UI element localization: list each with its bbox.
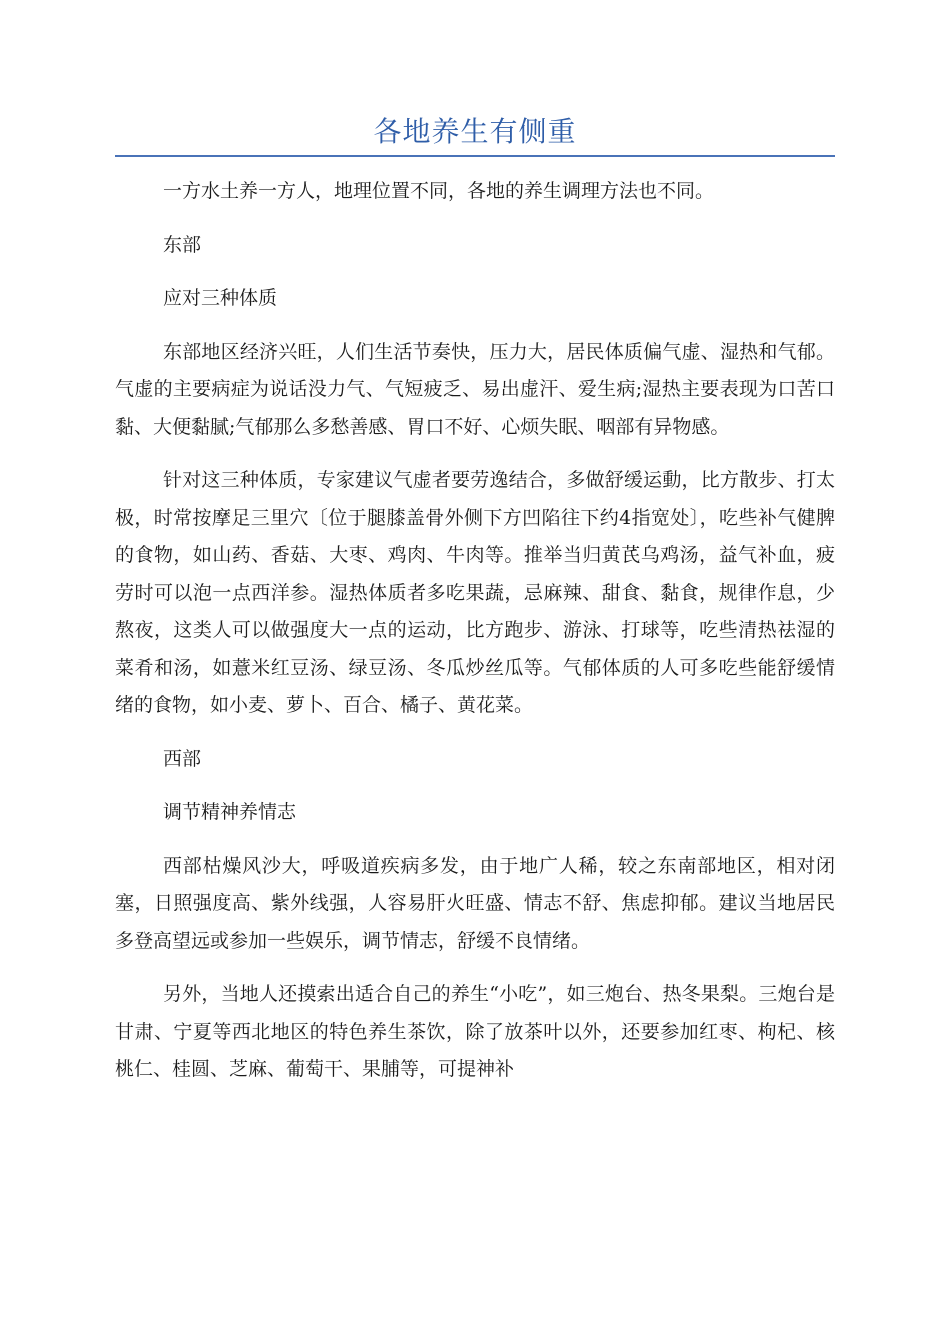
subheading-west: 调节精神养情志 (163, 801, 297, 823)
paragraph-intro: 一方水土养一方人，地理位置不同，各地的养生调理方法也不同。 (163, 180, 715, 202)
title-underline (115, 155, 835, 157)
section-heading-west: 西部 (163, 747, 202, 770)
subheading-east: 应对三种体质 (163, 287, 278, 309)
section-heading-east: 东部 (163, 233, 202, 256)
document-body (115, 173, 835, 1105)
paragraph-east-constitution: 东部地区经济兴旺，人们生活节奏快，压力大，居民体质偏气虚、湿热和气郁。气虚的主要病症为说话没力气、气短疲乏、易出虚汗、爱生病;湿热主要表现为口苦口黏、大便黏腻;气郁那么多愁善感、胃口不好、心烦失眠、咽部有异物感。 (115, 340, 835, 438)
paragraph-east-advice: 针对这三种体质，专家建议气虚者要劳逸结合，多做舒缓运動，比方散步、打太极，时常按摩足三里穴〔位于腿膝盖骨外侧下方凹陷往下约4指宽处〕，吃些补气健脾的食物，如山药、香菇、大枣、鸡肉、牛肉等。推举当归黄芪乌鸡汤，益气补血，疲劳时可以泡一点西洋参。湿热体质者多吃果蔬，忌麻辣、甜食、黏食，规律作息，少熬夜，这类人可以做强度大一点的运动，比方跑步、游泳、打球等，吃些清热祛湿的菜肴和汤，如薏米红豆汤、绿豆汤、冬瓜炒丝瓜等。气郁体质的人可多吃些能舒缓情绪的食物，如小麦、萝卜、百合、橘子、黄花菜。 (115, 469, 835, 716)
document-title: 各地养生有侧重 (373, 115, 577, 148)
paragraph-west-snacks: 另外，当地人还摸索出适合自己的养生“小吃”，如三炮台、热冬果梨。三炮台是甘肃、宁夏等西北地区的特色养生茶饮，除了放茶叶以外，还要参加红枣、枸杞、核桃仁、桂圆、芝麻、葡萄干、果脯等，可提神补 (115, 983, 835, 1080)
paragraph-west-climate: 西部枯燥风沙大，呼吸道疾病多发，由于地广人稀，较之东南部地区，相对闭塞，日照强度高、紫外线强，人容易肝火旺盛、情志不舒、焦虑抑郁。建议当地居民多登高望远或参加一些娱乐，调节情志，舒缓不良情绪。 (115, 854, 835, 952)
